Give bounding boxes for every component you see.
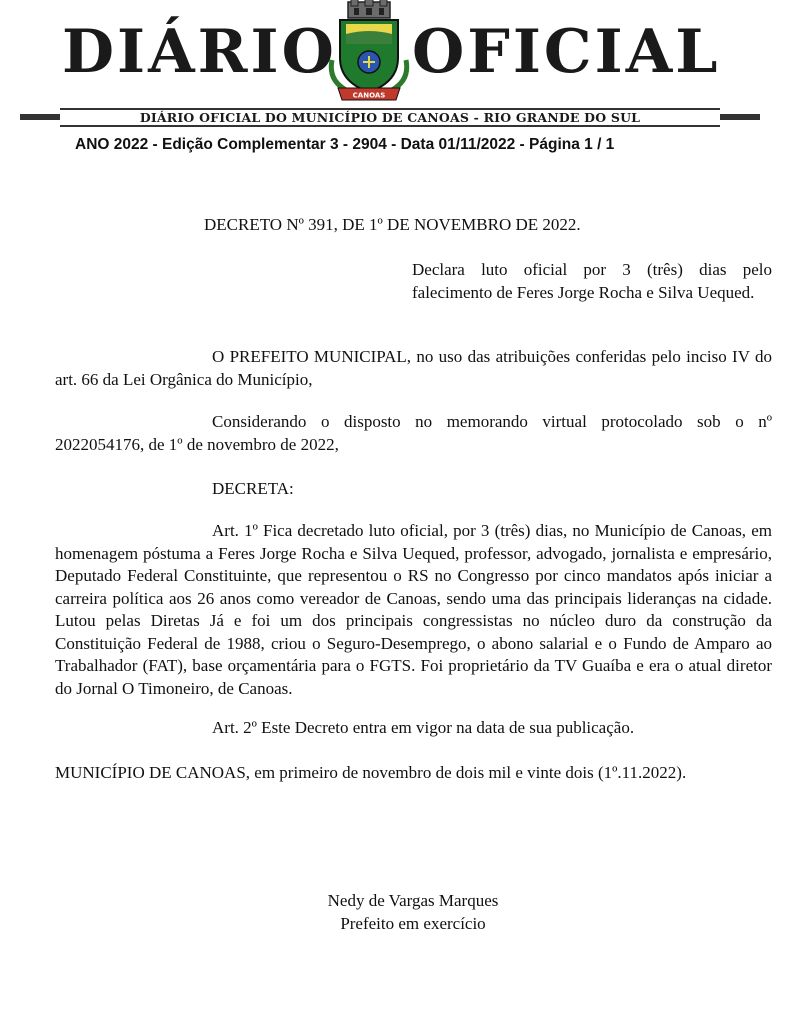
decree-decreta: DECRETA: xyxy=(212,479,294,498)
signature-name: Nedy de Vargas Marques xyxy=(327,891,499,910)
decree-article-2: Art. 2º Este Decreto entra em vigor na data de sua publicação. xyxy=(212,718,635,737)
masthead xyxy=(0,0,802,153)
edition-line: ANO 2022 - Edição Complementar 3 - 2904 - Data 01/11/2022 - Página 1 / 1 xyxy=(75,136,615,153)
decree-title: DECRETO Nº 391, DE 1º DE NOVEMBRO DE 2022. xyxy=(204,215,581,234)
signature-role: Prefeito em exercício xyxy=(340,914,486,933)
decree-preamble: O PREFEITO MUNICIPAL, no uso das atribuições conferidas pelo inciso IV do art. 66 da Lei Orgânica do Município, xyxy=(55,347,772,389)
subtitle-bar xyxy=(60,108,720,127)
decree-considering: Considerando o disposto no memorando virtual protocolado sob o nº 2022054176, de 1º de novembro de 2022, xyxy=(55,412,772,454)
masthead-title-left: DIÁRIO xyxy=(62,17,337,87)
decree-closing: MUNICÍPIO DE CANOAS, em primeiro de novembro de dois mil e vinte dois (1º.11.2022). xyxy=(55,763,687,782)
crest-banner-text: CANOAS xyxy=(352,91,386,100)
subtitle-text: DIÁRIO OFICIAL DO MUNICÍPIO DE CANOAS - RIO GRANDE DO SUL xyxy=(139,110,641,125)
coat-of-arms-icon xyxy=(326,0,412,104)
subtitle-rule-left xyxy=(20,114,62,120)
subtitle-rule-right xyxy=(718,114,760,120)
masthead-title-right: OFICIAL xyxy=(412,17,721,87)
decree-article-1: Art. 1º Fica decretado luto oficial, por 3 (três) dias, no Município de Canoas, em homenagem póstuma a Feres Jorge Rocha e Silva Uequed, professor, advogado, jornalista e empresário, Deputado Federal Constituinte, que representou o RS no Congresso por cinco mandatos após iniciar a carreira política aos 26 anos como vereador de Canoas, sendo uma das principais lideranças na cidade. Lutou pelas Diretas Já e foi um dos principais congressistas no núcleo duro da construção da Constituição Federal de 1988, criou o Seguro-Desemprego, o abono salarial e o Fundo de Amparo ao Trabalhador (FAT), base orçamentária para o FGTS. Foi proprietário da TV Guaíba e era o atual diretor do Jornal O Timoneiro, de Canoas. xyxy=(55,521,772,698)
decree-ementa: Declara luto oficial por 3 (três) dias pelo falecimento de Feres Jorge Rocha e Silva Uequed. xyxy=(412,260,772,302)
